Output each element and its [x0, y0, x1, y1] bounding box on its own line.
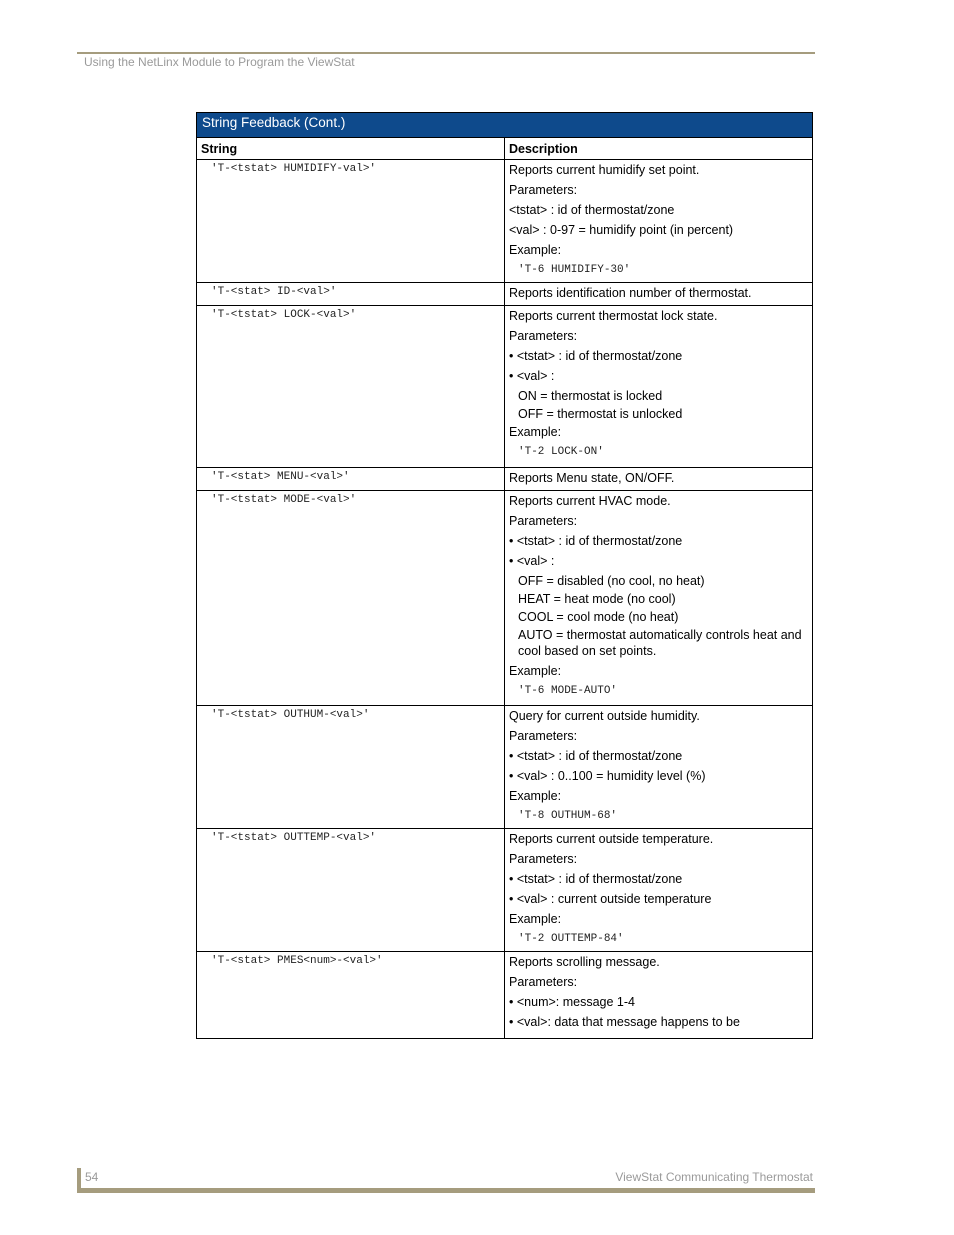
- example-code: 'T-8 OUTHUM-68': [518, 810, 618, 822]
- description-cell: [505, 829, 813, 952]
- description-line: Parameters:: [509, 729, 578, 743]
- value-option: ON = thermostat is locked: [518, 389, 663, 403]
- column-header-description: Description: [505, 138, 813, 160]
- bullet-item: • <tstat> : id of thermostat/zone: [509, 748, 808, 764]
- table-row: [197, 306, 813, 468]
- string-cell: 'T-<stat> PMES<num>-<val>': [197, 952, 505, 1039]
- string-cell: 'T-<tstat> LOCK-<val>': [197, 306, 505, 468]
- description-line: Example:: [509, 664, 562, 678]
- value-option: OFF = disabled (no cool, no heat): [518, 574, 705, 588]
- value-option: AUTO = thermostat automatically controls heat and cool based on set points.: [518, 628, 802, 658]
- column-header-string: String: [197, 138, 505, 160]
- bullet-item: • <tstat> : id of thermostat/zone: [509, 348, 808, 364]
- description-line: Example:: [509, 425, 562, 439]
- description-line: Query for current outside humidity.: [509, 709, 700, 723]
- description-line: Reports Menu state, ON/OFF.: [509, 471, 675, 485]
- description-cell: [505, 160, 813, 283]
- bullet-item: • <val>: data that message happens to be: [509, 1014, 808, 1030]
- bullet-item: • <val> : current outside temperature: [509, 891, 808, 907]
- bullet-item: • <val> :: [509, 368, 808, 384]
- string-cell: 'T-<stat> ID-<val>': [197, 283, 505, 306]
- bullet-item: • <num>: message 1-4: [509, 994, 808, 1010]
- description-line: Reports scrolling message.: [509, 955, 660, 969]
- example-code: 'T-2 OUTTEMP-84': [518, 933, 624, 945]
- table-row: [197, 468, 813, 491]
- bullet-item: • <tstat> : id of thermostat/zone: [509, 871, 808, 887]
- description-line: Parameters:: [509, 183, 578, 197]
- table-caption: String Feedback (Cont.): [197, 113, 813, 138]
- description-cell: [505, 706, 813, 829]
- table-row: [197, 283, 813, 306]
- description-line: <val> : 0-97 = humidify point (in percent): [509, 223, 734, 237]
- string-cell: 'T-<tstat> MODE-<val>': [197, 491, 505, 706]
- description-line: Example:: [509, 243, 562, 257]
- footer-rule: [77, 1188, 815, 1193]
- description-cell: [505, 306, 813, 468]
- value-option: COOL = cool mode (no heat): [518, 610, 679, 624]
- page-number: 54: [85, 1170, 99, 1184]
- footer-title: ViewStat Communicating Thermostat: [615, 1170, 813, 1184]
- string-cell: 'T-<stat> MENU-<val>': [197, 468, 505, 491]
- table-row: [197, 952, 813, 1039]
- string-cell: 'T-<tstat> HUMIDIFY-val>': [197, 160, 505, 283]
- bullet-item: • <tstat> : id of thermostat/zone: [509, 533, 808, 549]
- description-cell: [505, 952, 813, 1039]
- description-line: Reports identification number of thermostat.: [509, 286, 752, 300]
- example-code: 'T-6 MODE-AUTO': [518, 685, 618, 697]
- string-cell: 'T-<tstat> OUTTEMP-<val>': [197, 829, 505, 952]
- description-line: Reports current HVAC mode.: [509, 494, 671, 508]
- table-row: [197, 706, 813, 829]
- description-line: Example:: [509, 789, 562, 803]
- value-option: OFF = thermostat is unlocked: [518, 407, 683, 421]
- description-line: Reports current thermostat lock state.: [509, 309, 718, 323]
- description-cell: [505, 468, 813, 491]
- description-cell: [505, 283, 813, 306]
- description-line: <tstat> : id of thermostat/zone: [509, 203, 675, 217]
- bullet-item: • <val> :: [509, 553, 808, 569]
- example-code: 'T-2 LOCK-ON': [518, 446, 604, 458]
- string-cell: 'T-<tstat> OUTHUM-<val>': [197, 706, 505, 829]
- description-line: Reports current outside temperature.: [509, 832, 714, 846]
- value-option: HEAT = heat mode (no cool): [518, 592, 676, 606]
- bullet-item: • <val> : 0..100 = humidity level (%): [509, 768, 808, 784]
- description-cell: [505, 491, 813, 706]
- description-line: Example:: [509, 912, 562, 926]
- table-row: [197, 491, 813, 706]
- example-code: 'T-6 HUMIDIFY-30': [518, 264, 631, 276]
- description-line: Parameters:: [509, 852, 578, 866]
- running-header: Using the NetLinx Module to Program the ViewStat: [84, 55, 355, 69]
- table-row: [197, 160, 813, 283]
- description-line: Parameters:: [509, 514, 578, 528]
- description-line: Parameters:: [509, 329, 578, 343]
- string-feedback-table: [196, 112, 813, 1039]
- header-rule: [77, 52, 815, 54]
- description-line: Parameters:: [509, 975, 578, 989]
- table-row: [197, 829, 813, 952]
- description-line: Reports current humidify set point.: [509, 163, 700, 177]
